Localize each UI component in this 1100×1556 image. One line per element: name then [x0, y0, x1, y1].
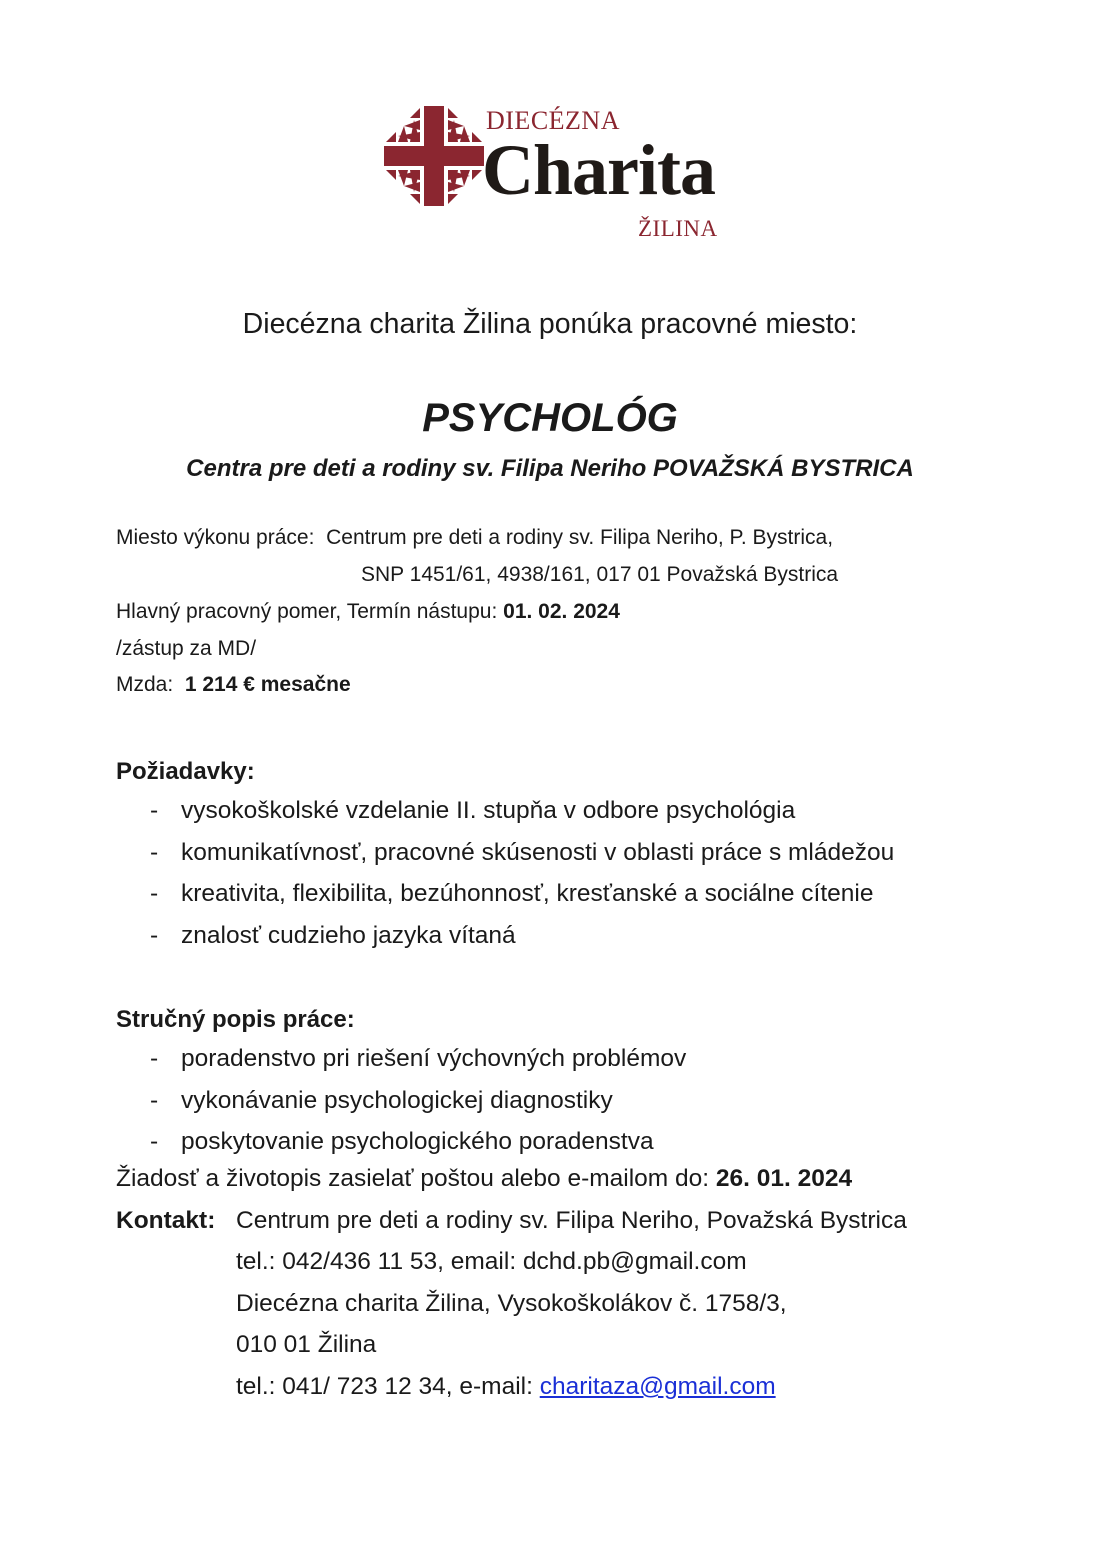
list-item: - znalosť cudzieho jazyka vítaná — [150, 922, 516, 949]
employment-note: /zástup za MD/ — [116, 637, 257, 660]
employment-line — [116, 600, 620, 624]
contact-line-4: 010 01 Žilina — [236, 1331, 377, 1358]
workplace-address-1: Centrum pre deti a rodiny sv. Filipa Neriho, P. Bystrica, — [326, 526, 834, 549]
application-deadline: 26. 01. 2024 — [715, 1165, 853, 1192]
application-text: Žiadosť a životopis zasielať poštou alebo e-mailom do: — [116, 1165, 716, 1192]
salary-line — [116, 673, 351, 697]
caritas-cross-icon — [384, 106, 484, 206]
email-link[interactable]: charitaza@gmail.com — [539, 1373, 776, 1400]
description-heading: Stručný popis práce: — [116, 1006, 355, 1033]
contact-label: Kontakt: — [116, 1207, 216, 1234]
list-item: - vysokoškolské vzdelanie II. stupňa v odbore psychológia — [150, 797, 796, 824]
list-item: - vykonávanie psychologickej diagnostiky — [150, 1087, 613, 1114]
contact-line-5 — [236, 1373, 776, 1401]
logo-top-text: DIECÉZNA — [486, 106, 620, 135]
logo-main-text: Charita — [482, 130, 715, 210]
list-item: - komunikatívnosť, pracovné skúsenosti v oblasti práce s mládežou — [150, 839, 895, 866]
charita-logo — [384, 100, 724, 250]
application-line — [116, 1165, 852, 1193]
employment-text: Hlavný pracovný pomer, Termín nástupu: — [116, 600, 504, 623]
contact-phone: tel.: 041/ 723 12 34, e-mail: — [236, 1373, 540, 1400]
salary-value: 1 214 € mesačne — [184, 673, 351, 696]
position-title: PSYCHOLÓG — [422, 396, 678, 440]
contact-line-1: Centrum pre deti a rodiny sv. Filipa Neriho, Považská Bystrica — [236, 1207, 907, 1234]
list-item: - poradenstvo pri riešení výchovných problémov — [150, 1045, 687, 1072]
salary-label: Mzda: — [116, 673, 174, 696]
contact-line-2: tel.: 042/436 11 53, email: dchd.pb@gmail.com — [236, 1248, 747, 1275]
list-item: - poskytovanie psychologického poradenstva — [150, 1128, 654, 1155]
intro-text: Diecézna charita Žilina ponúka pracovné miesto: — [242, 308, 858, 340]
contact-line-3: Diecézna charita Žilina, Vysokoškolákov č. 1758/3, — [236, 1290, 787, 1317]
workplace-label: Miesto výkonu práce: — [116, 526, 315, 549]
requirements-heading: Požiadavky: — [116, 758, 255, 785]
logo-bottom-text: ŽILINA — [638, 216, 718, 241]
list-item: - kreativita, flexibilita, bezúhonnosť, kresťanské a sociálne cítenie — [150, 880, 874, 907]
workplace-address-2: SNP 1451/61, 4938/161, 017 01 Považská Bystrica — [361, 563, 839, 586]
position-subtitle: Centra pre deti a rodiny sv. Filipa Neriho POVAŽSKÁ BYSTRICA — [186, 455, 914, 482]
start-date: 01. 02. 2024 — [503, 600, 620, 623]
workplace-line-1 — [116, 526, 833, 550]
